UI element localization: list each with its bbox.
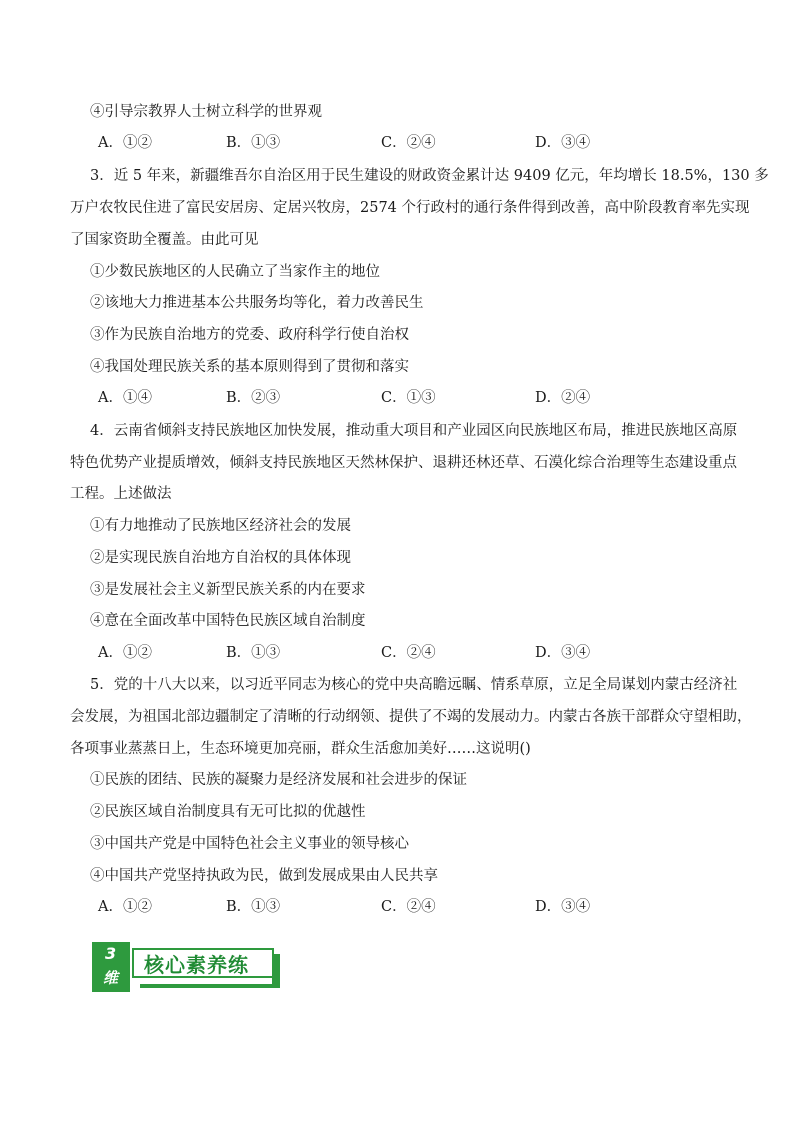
q4-stem-line-1: 4．云南省倾斜支持民族地区加快发展，推动重大项目和产业园区向民族地区布局，推进民族地区高原 [90,423,738,439]
q3-option-4: ④我国处理民族关系的基本原则得到了贯彻和落实 [90,359,409,375]
q3-answer-d: D．②④ [535,390,591,406]
q2-answer-c: C．②④ [381,135,436,151]
q4-answer-a: A．①② [98,645,152,661]
section-title-underline [140,984,280,988]
section-number: 3 [105,944,117,963]
q4-stem-line-2: 特色优势产业提质增效，倾斜支持民族地区天然林保护、退耕还林还草、石漠化综合治理等生态建设重点 [70,455,737,471]
section-title: 核心素养练 [132,948,274,978]
q2-answer-a: A．①② [98,135,152,151]
q3-stem-line-3: 了国家资助全覆盖。由此可见 [70,232,259,248]
q4-answer-c: C．②④ [381,645,436,661]
q5-option-3: ③中国共产党是中国特色社会主义事业的领导核心 [90,836,409,852]
q2-answer-b: B．①③ [226,135,281,151]
q5-answer-a: A．①② [98,899,152,915]
q5-answer-c: C．②④ [381,899,436,915]
q2-answer-d: D．③④ [535,135,591,151]
q5-option-4: ④中国共产党坚持执政为民，做到发展成果由人民共享 [90,868,438,884]
q4-option-1: ①有力地推动了民族地区经济社会的发展 [90,518,351,534]
q4-option-3: ③是发展社会主义新型民族关系的内在要求 [90,582,366,598]
q4-answer-d: D．③④ [535,645,591,661]
q5-answer-b: B．①③ [226,899,281,915]
section-badge [92,942,282,992]
q3-answer-c: C．①③ [381,390,436,406]
section-unit: 维 [103,969,119,987]
q4-option-4: ④意在全面改革中国特色民族区域自治制度 [90,613,366,629]
section-number-tag [92,942,130,992]
q4-option-2: ②是实现民族自治地方自治权的具体体现 [90,550,351,566]
q3-answer-a: A．①④ [98,390,152,406]
q5-stem-line-1: 5．党的十八大以来，以习近平同志为核心的党中央高瞻远瞩、情系草原，立足全局谋划内蒙古经济社 [90,677,738,693]
q5-stem-line-2: 会发展，为祖国北部边疆制定了清晰的行动纲领、提供了不竭的发展动力。内蒙古各族干部群众守望相助， [70,709,752,725]
q5-answer-d: D．③④ [535,899,591,915]
q2-option-4: ④引导宗教界人士树立科学的世界观 [90,104,322,120]
q5-option-2: ②民族区域自治制度具有无可比拟的优越性 [90,804,366,820]
q5-stem-line-3: 各项事业蒸蒸日上，生态环境更加亮丽，群众生活愈加美好……这说明() [70,741,531,757]
q5-option-1: ①民族的团结、民族的凝聚力是经济发展和社会进步的保证 [90,772,467,788]
q3-stem-line-1: 3．近 5 年来，新疆维吾尔自治区用于民生建设的财政资金累计达 9409 亿元，年均增长 18.5%，130 多 [90,168,769,184]
q3-answer-b: B．②③ [226,390,281,406]
q3-option-3: ③作为民族自治地方的党委、政府科学行使自治权 [90,327,409,343]
q4-stem-line-3: 工程。上述做法 [70,486,172,502]
q3-stem-line-2: 万户农牧民住进了富民安居房、定居兴牧房，2574 个行政村的通行条件得到改善，高中阶段教育率先实现 [70,200,750,216]
q4-answer-b: B．①③ [226,645,281,661]
q3-option-2: ②该地大力推进基本公共服务均等化，着力改善民生 [90,295,424,311]
q3-option-1: ①少数民族地区的人民确立了当家作主的地位 [90,264,380,280]
